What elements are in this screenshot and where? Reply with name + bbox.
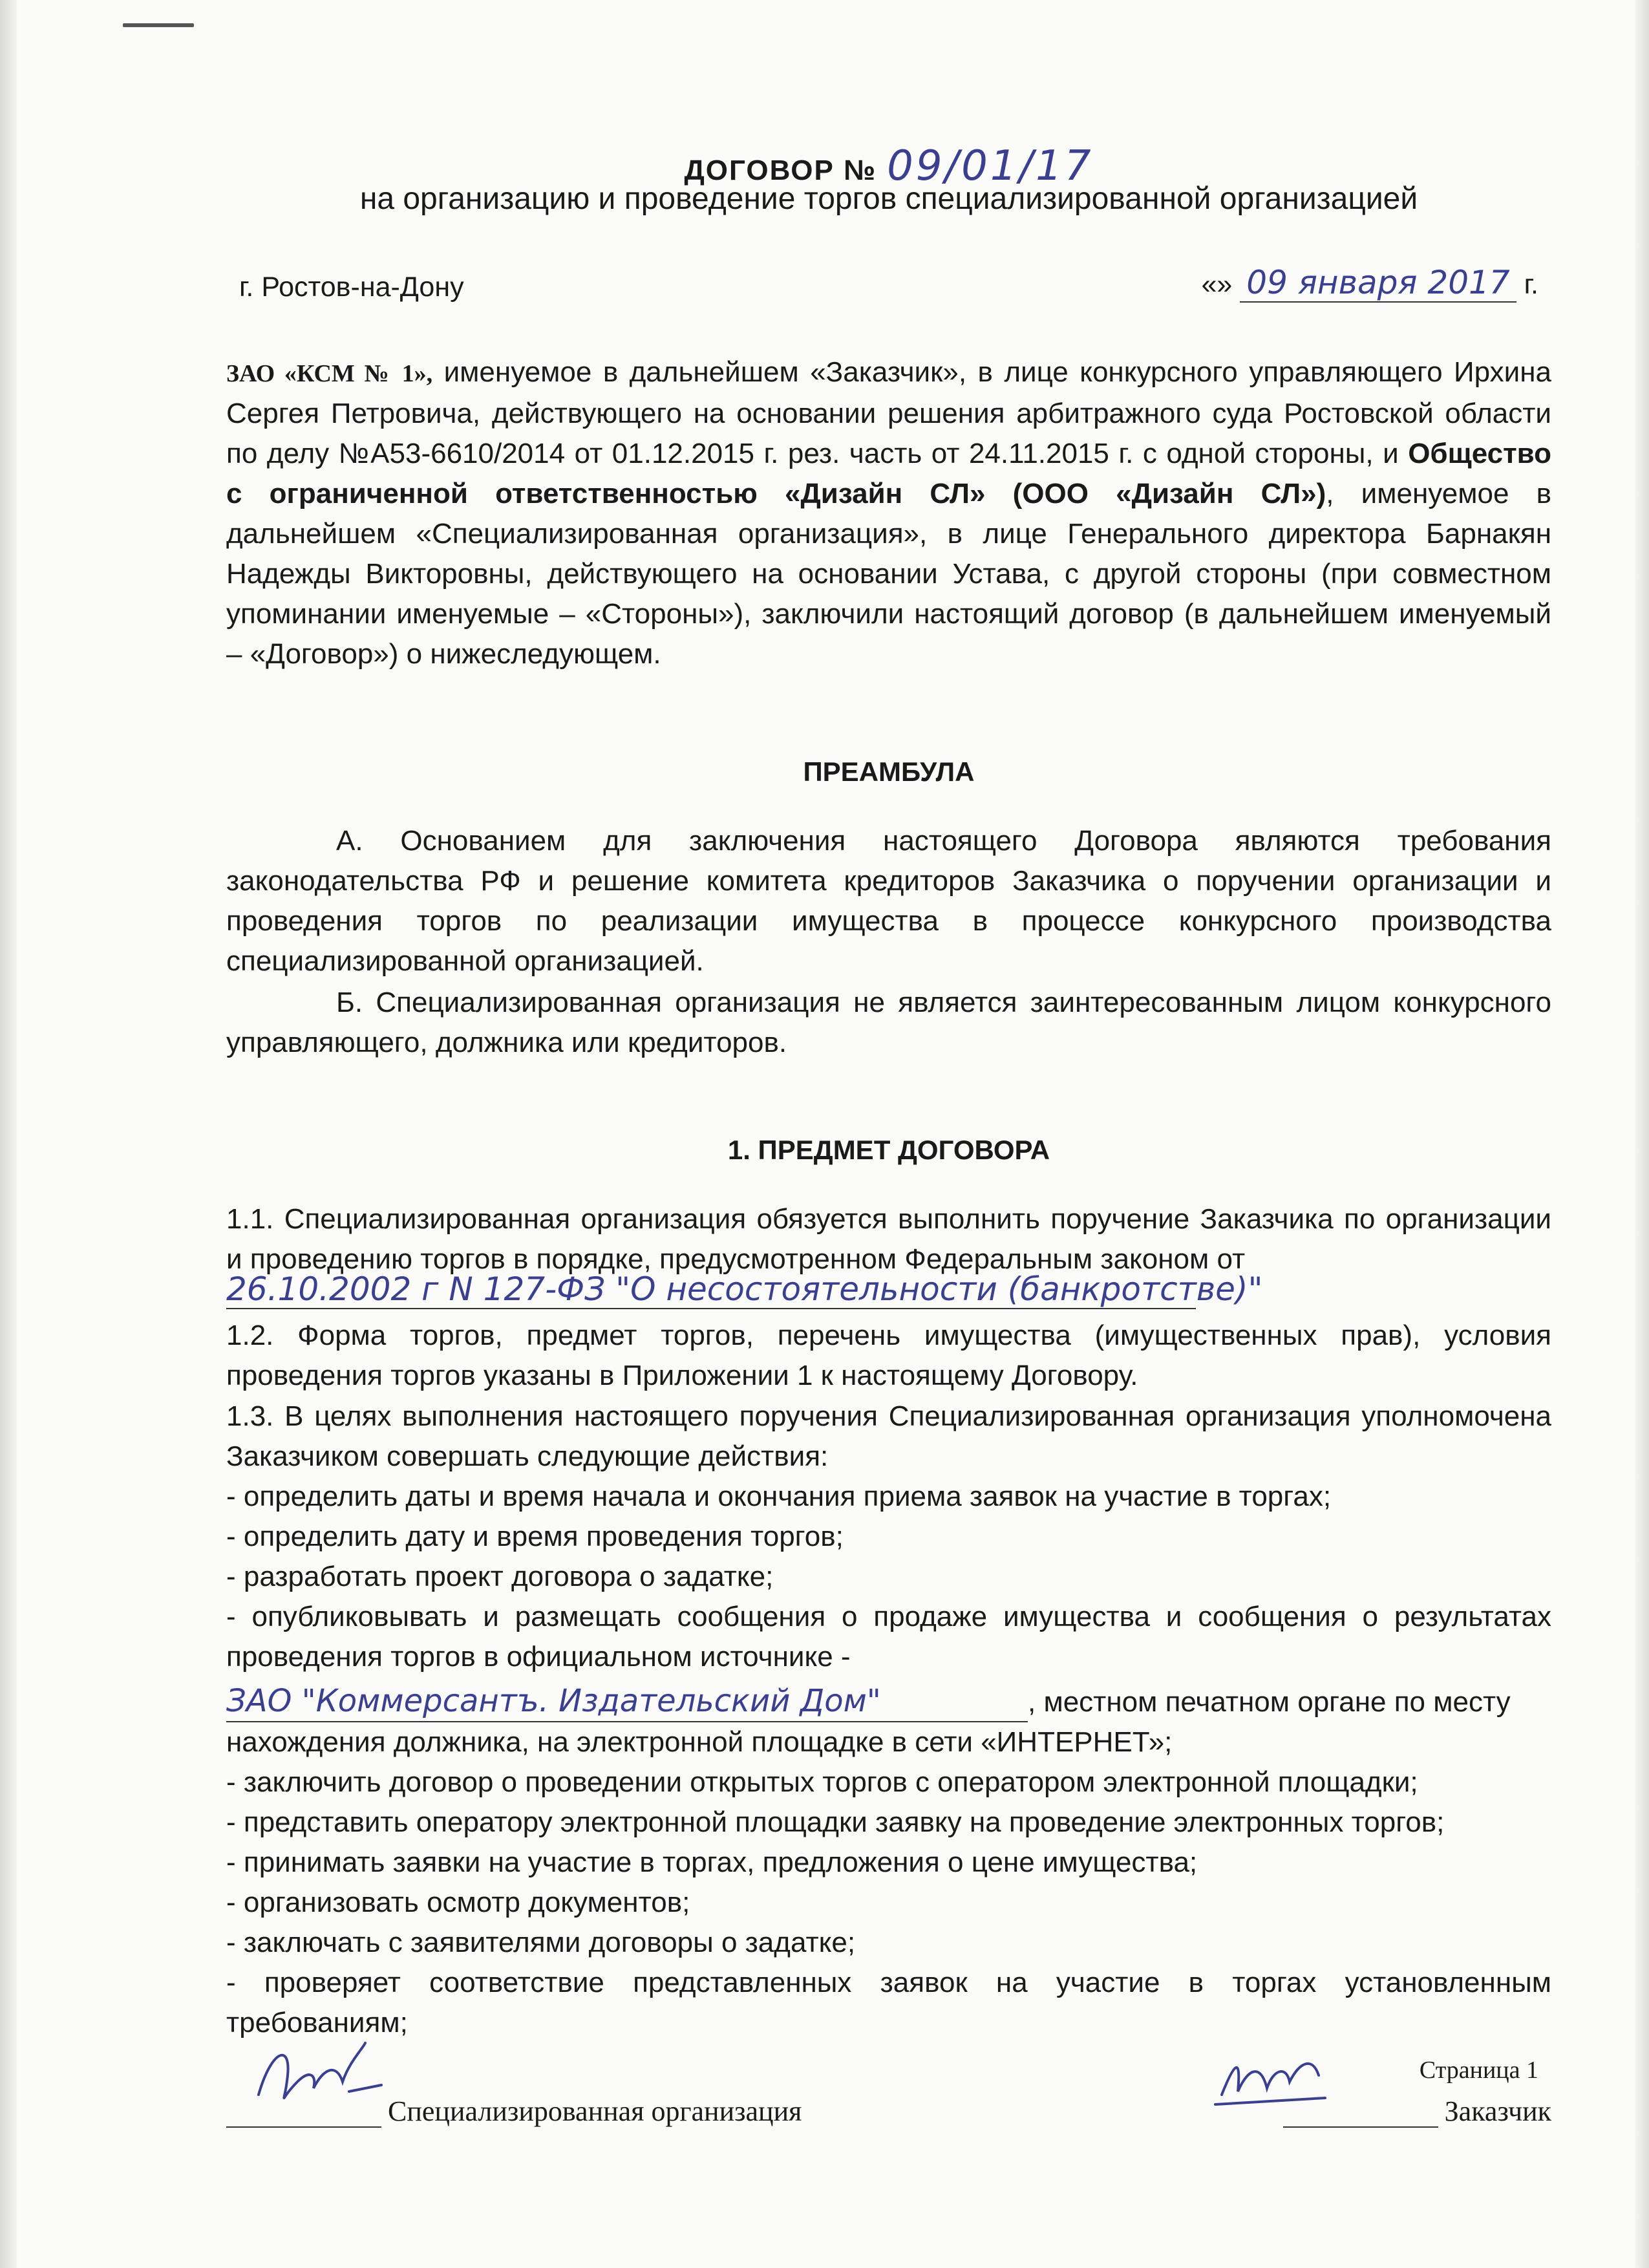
page-number: Страница 1 — [1419, 2057, 1538, 2084]
preamble-heading: ПРЕАМБУЛА — [803, 756, 975, 787]
scan-edge-right — [1635, 0, 1649, 2268]
list-item: - проверяет соответствие представленных заявок на участие в торгах установленным требованиям; — [226, 1967, 1551, 2038]
list-item: - определить даты и время начала и окончания приема заявок на участие в торгах; — [226, 1481, 1332, 1512]
scan-mark — [123, 23, 194, 27]
footer-customer — [1283, 2095, 1551, 2128]
clause-1-3 — [226, 1396, 1551, 1677]
customer-name: ЗАО «КСМ № 1», — [226, 360, 433, 387]
law-reference-handwritten: 26.10.2002 г N 127-ФЗ "О несостоятельности (банкротстве)" — [226, 1270, 1263, 1308]
signature-line-left — [226, 2126, 381, 2128]
footer-contractor-label: Специализированная организация — [388, 2095, 802, 2127]
contract-title-text: ДОГОВОР № — [684, 155, 877, 186]
list-item: - организовать осмотр документов; — [226, 1887, 690, 1918]
list-item: - принимать заявки на участие в торгах, предложения о цене имущества; — [226, 1846, 1198, 1878]
contractor-name: Общество с ограниченной ответственностью «Дизайн СЛ» (ООО «Дизайн СЛ») — [226, 438, 1551, 509]
section-1-heading: 1. ПРЕДМЕТ ДОГОВОРА — [727, 1135, 1050, 1165]
date-suffix: г. — [1524, 269, 1538, 300]
city: г. Ростов-на-Дону — [239, 272, 464, 303]
scan-edge-left — [0, 0, 17, 2268]
contract-date — [1202, 264, 1539, 301]
footer-contractor — [226, 2095, 802, 2128]
clause-1-3-text: 1.3. В целях выполнения настоящего поручения Специализированная организация уполномочена Заказчиком совершать следующие действия: — [226, 1400, 1551, 1472]
publisher-handwritten: ЗАО "Коммерсантъ. Издательский Дом" — [226, 1681, 1028, 1722]
date-handwritten: 09 января 2017 — [1240, 264, 1516, 303]
list-item: - определить дату и время проведения торгов; — [226, 1521, 844, 1552]
preamble-item-b: Б. Специализированная организация не является заинтересованным лицом конкурсного управляющего, должника или кредиторов. — [226, 987, 1551, 1058]
contract-subtitle: на организацию и проведение торгов специализированной организацией — [359, 182, 1418, 216]
clause-1-1: 1.1. Специализированная организация обязуется выполнить поручение Заказчика по организации и проведению торгов в порядке, предусмотренном Федеральным законом от — [226, 1203, 1551, 1275]
list-item: - представить оператору электронной площадки заявку на проведение электронных торгов; — [226, 1806, 1445, 1838]
intro-paragraph — [226, 352, 1551, 674]
clause-1-2: 1.2. Форма торгов, предмет торгов, перечень имущества (имущественных прав), условия проведения торгов указаны в Приложении 1 к настоящему Договору. — [226, 1320, 1551, 1391]
preamble-item-a: А. Основанием для заключения настоящего Договора являются требования законодательства РФ и решение комитета кредиторов Заказчика о поручении организации и проведения торгов по реализации имущества в процессе конкурсного производства специализированной организацией. — [226, 825, 1551, 977]
date-prefix: «» — [1201, 269, 1233, 300]
intro-text-2: , именуемое в дальнейшем «Специализированная организация», в лице Генерального директора Барнакян Надежды Викторовны, действующего на основании Устава, с другой стороны (при совместном упоминании именуемые – «Стороны»), заключили настоящий договор (в дальнейшем именуемый – «Договор») о нижеследующем. — [226, 478, 1551, 670]
list-item: - заключить договор о проведении открытых торгов с оператором электронной площадки; — [226, 1766, 1418, 1798]
list-item: - разработать проект договора о задатке; — [226, 1561, 774, 1592]
list-item: - опубликовывать и размещать сообщения о продаже имущества и сообщения о результатах проведения торгов в официальном источнике - — [226, 1601, 1551, 1673]
footer-customer-label: Заказчик — [1444, 2095, 1551, 2127]
list-item: - заключать с заявителями договоры о задатке; — [226, 1927, 856, 1958]
signature-line-right — [1283, 2126, 1438, 2128]
intro-text-1: именуемое в дальнейшем «Заказчик», в лице конкурсного управляющего Ирхина Сергея Петровича, действующего на основании решения арбитражного суда Ростовской области по делу №А53-6610/2014 от 01.12.2015 г. рез. часть от 24.11.2015 г. с одной стороны, и — [226, 356, 1551, 469]
publisher-rest: , местном печатном органе по месту нахождения должника, на электронной площадке в сети «ИНТЕРНЕТ»; — [226, 1686, 1511, 1758]
contract-number-handwritten: 09/01/17 — [887, 142, 1094, 190]
publisher-line — [226, 1681, 1551, 2043]
